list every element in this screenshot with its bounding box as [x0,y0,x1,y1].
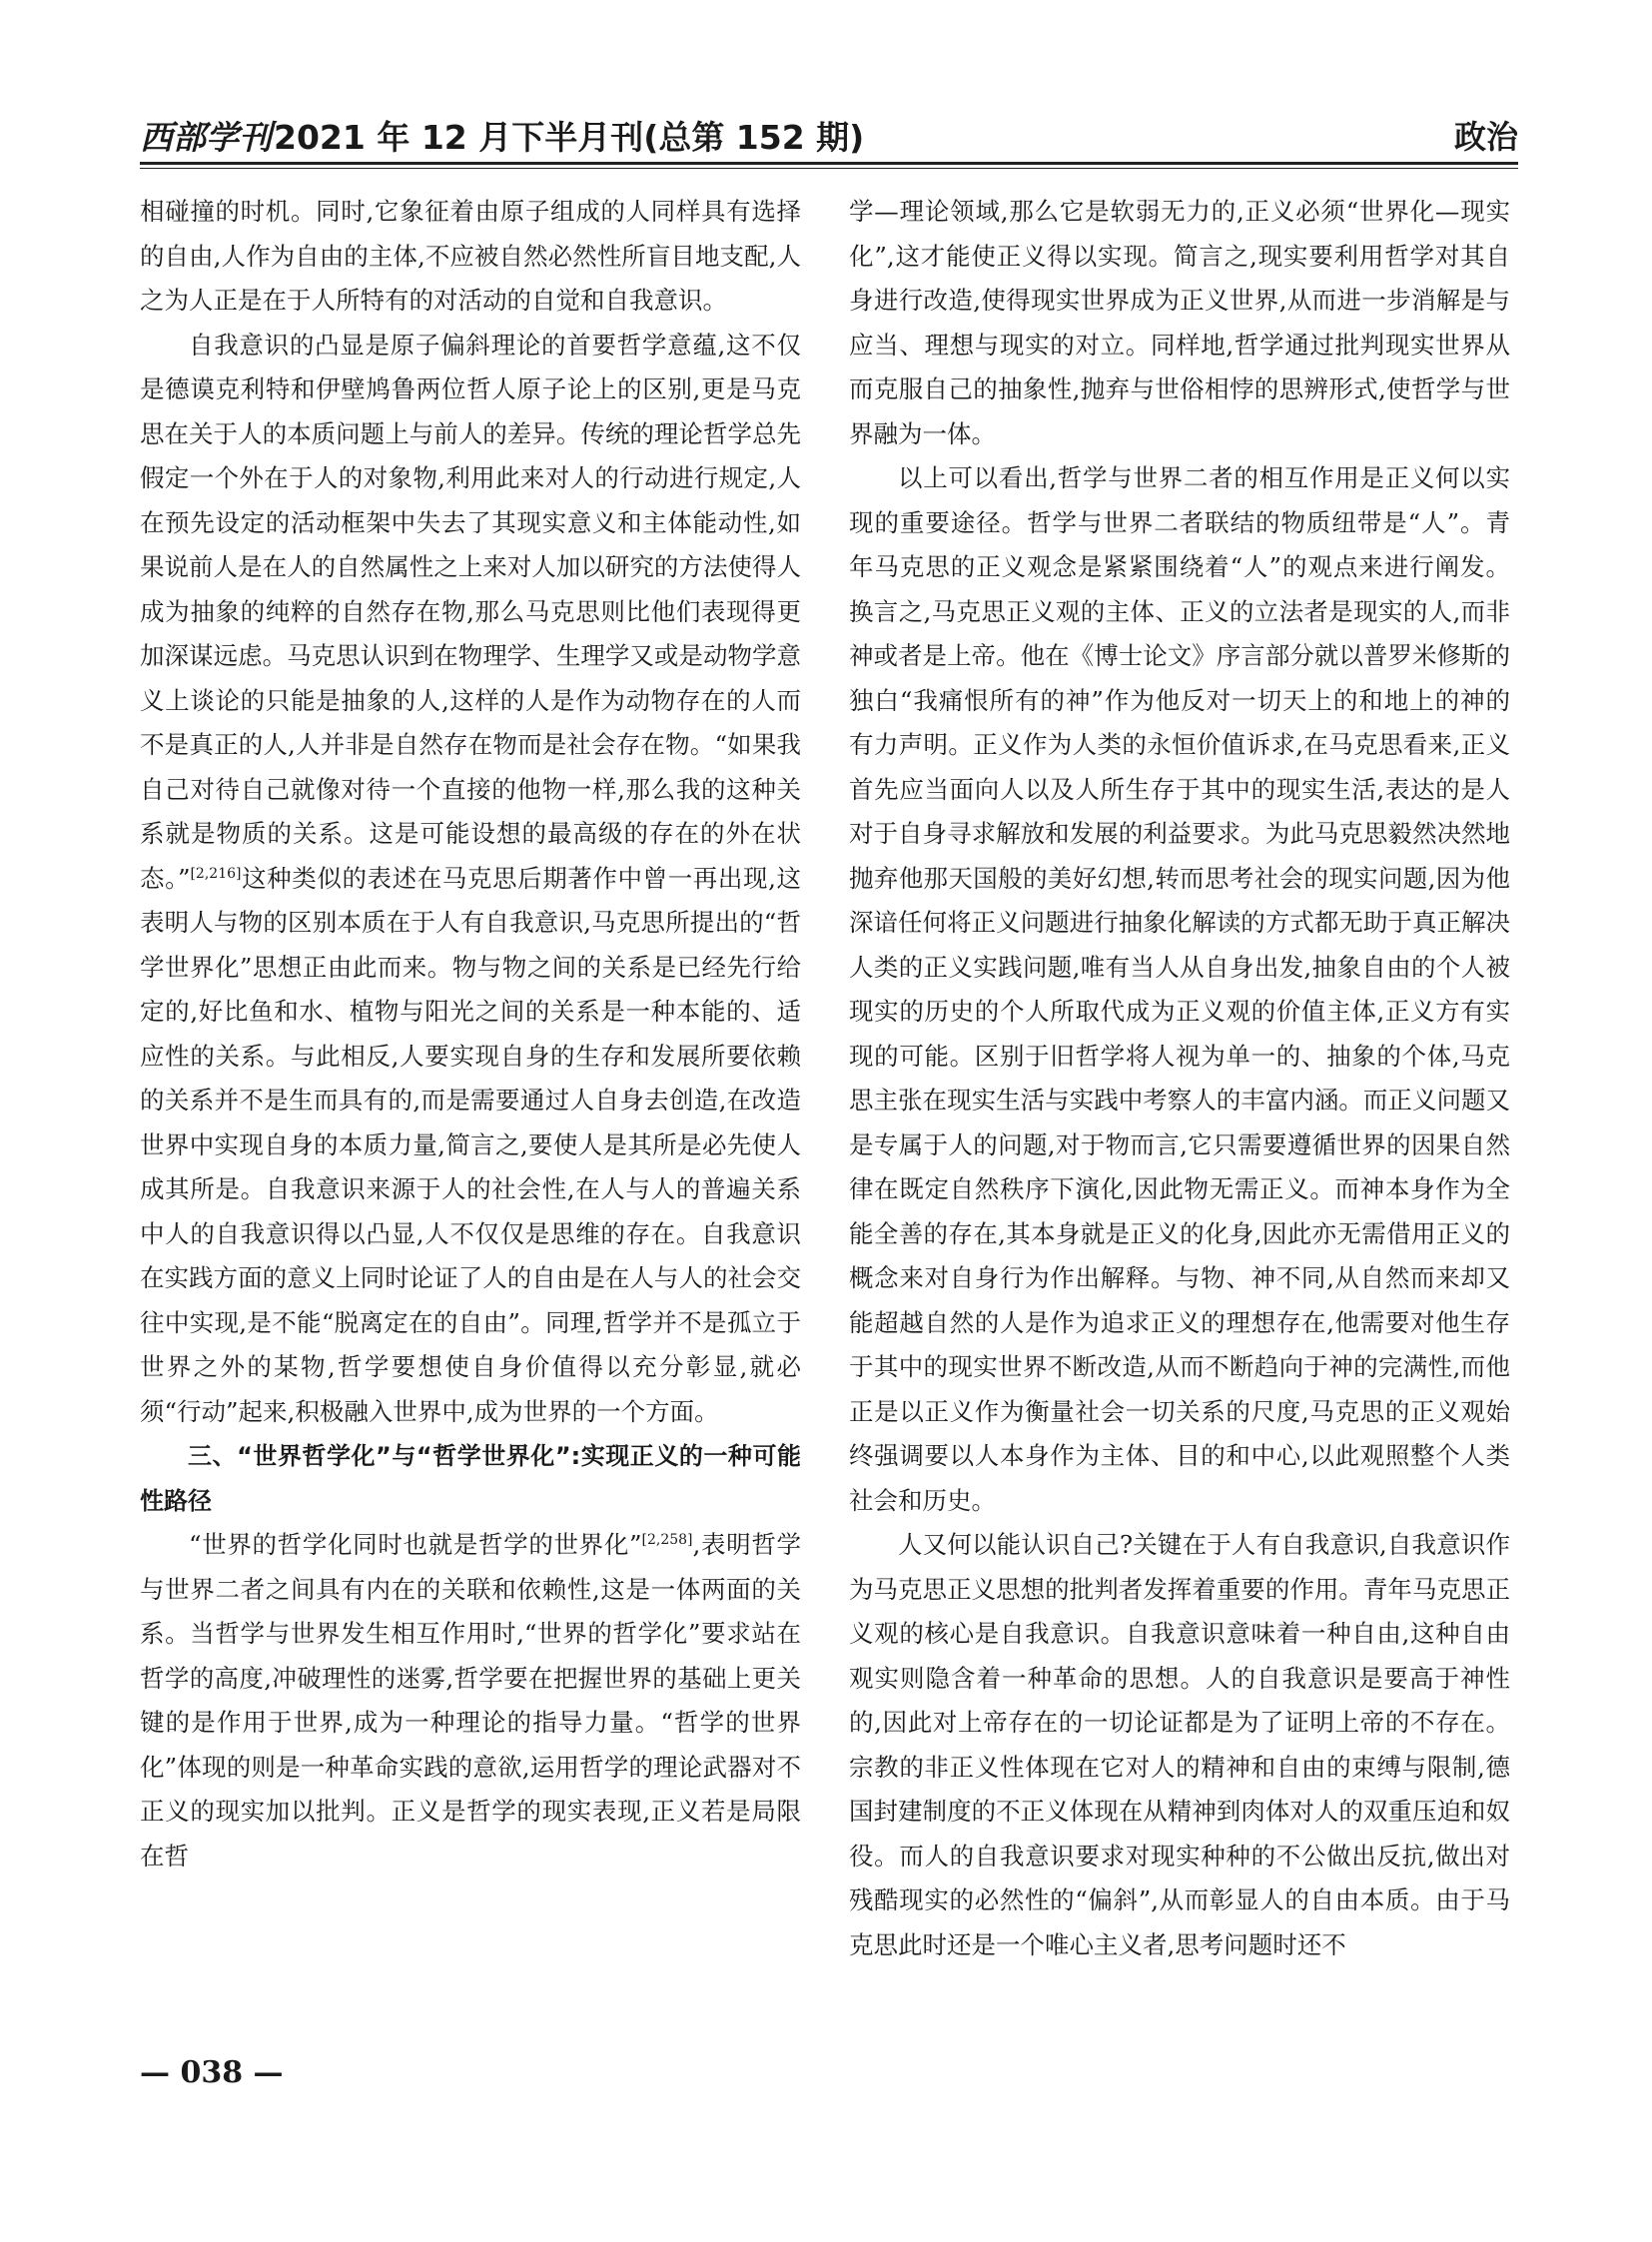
running-header [140,112,1518,160]
issue-info: 2021 年 12 月下半月刊(总第 152 期) [274,118,865,157]
paragraph: 学—理论领域,那么它是软弱无力的,正义必须“世界化—现实化”,这才能使正义得以实现。简言之,现实要利用哲学对其自身进行改造,使得现实世界成为正义世界,从而进一步消解是与应当、理想与现实的对立。同样地,哲学通过批判现实世界从而克服自己的抽象性,抛弃与世俗相悖的思辨形式,使哲学与世界融为一体。 [849,197,1510,448]
paragraph-text: ,表明哲学与世界二者之间具有内在的关联和依赖性,这是一体两面的关系。当哲学与世界发生相互作用时,“世界的哲学化”要求站在哲学的高度,冲破理性的迷雾,哲学要在把握世界的基础上更关键的是作用于世界,成为一种理论的指导力量。“哲学的世界化”体现的则是一种革命实践的意欲,运用哲学的理论武器对不正义的现实加以批判。正义是哲学的现实表现,正义若是局限在哲 [140,1530,801,1870]
right-column [849,190,1510,1967]
citation: [2,258] [641,1531,693,1548]
citation: [2,216] [190,865,242,882]
journal-issue-line [140,112,864,159]
left-column [140,190,801,1878]
paragraph [140,324,801,1435]
paragraph: 人又何以能认识自己?关键在于人有自我意识,自我意识作为马克思正义思想的批判者发挥着重要的作用。青年马克思正义观的核心是自我意识。自我意识意味着一种自由,这种自由观实则隐含着一种革命的思想。人的自我意识是要高于神性的,因此对上帝存在的一切论证都是为了证明上帝的不存在。宗教的非正义性体现在它对人的精神和自由的束缚与限制,德国封建制度的不正义体现在从精神到肉体对人的双重压迫和奴役。而人的自我意识要求对现实种种的不公做出反抗,做出对残酷现实的必然性的“偏斜”,从而彰显人的自由本质。由于马克思此时还是一个唯心主义者,思考问题时还不 [849,1530,1510,1959]
page-number: — 038 — [140,2055,284,2090]
journal-logo: 西部学刊 [140,118,272,157]
section-label: 政治 [1453,118,1518,156]
section-heading: 三、“世界哲学化”与“哲学世界化”:实现正义的一种可能性路径 [140,1442,801,1515]
paragraph: 以上可以看出,哲学与世界二者的相互作用是正义何以实现的重要途径。哲学与世界二者联结的物质纽带是“人”。青年马克思的正义观念是紧紧围绕着“人”的观点来进行阐发。换言之,马克思正义观的主体、正义的立法者是现实的人,而非神或者是上帝。他在《博士论文》序言部分就以普罗米修斯的独白“我痛恨所有的神”作为他反对一切天上的和地上的神的有力声明。正义作为人类的永恒价值诉求,在马克思看来,正义首先应当面向人以及人所生存于其中的现实生活,表达的是人对于自身寻求解放和发展的利益要求。为此马克思毅然决然地抛弃他那天国般的美好幻想,转而思考社会的现实问题,因为他深谙任何将正义问题进行抽象化解读的方式都无助于真正解决人类的正义实践问题,唯有当人从自身出发,抽象自由的个人被现实的历史的个人所取代成为正义观的价值主体,正义方有实现的可能。区别于旧哲学将人视为单一的、抽象的个体,马克思主张在现实生活与实践中考察人的丰富内涵。而正义问题又是专属于人的问题,对于物而言,它只需要遵循世界的因果自然律在既定自然秩序下演化,因此物无需正义。而神本身作为全能全善的存在,其本身就是正义的化身,因此亦无需借用正义的概念来对自身行为作出解释。与物、神不同,从自然而来却又能超越自然的人是作为追求正义的理想存在,他需要对他生存于其中的现实世界不断改造,从而不断趋向于神的完满性,而他正是以正义作为衡量社会一切关系的尺度,马克思的正义观始终强调要以人本身作为主体、目的和中心,以此观照整个人类社会和历史。 [849,463,1510,1515]
paragraph: 相碰撞的时机。同时,它象征着由原子组成的人同样具有选择的自由,人作为自由的主体,不应被自然必然性所盲目地支配,人之为人正是在于人所特有的对活动的自觉和自我意识。 [140,197,801,315]
paragraph-text: 自我意识的凸显是原子偏斜理论的首要哲学意蕴,这不仅是德谟克利特和伊壁鸠鲁两位哲人原子论上的区别,更是马克思在关于人的本质问题上与前人的差异。传统的理论哲学总先假定一个外在于人的对象物,利用此来对人的行动进行规定,人在预先设定的活动框架中失去了其现实意义和主体能动性,如果说前人是在人的自然属性之上来对人加以研究的方法使得人成为抽象的纯粹的自然存在物,那么马克思则比他们表现得更加深谋远虑。马克思认识到在物理学、生理学又或是动物学意义上谈论的只能是抽象的人,这样的人是作为动物存在的人而不是真正的人,人并非是自然存在物而是社会存在物。“如果我自己对待自己就像对待一个直接的他物一样,那么我的这种关系就是物质的关系。这是可能设想的最高级的存在的外在状态。” [140,330,801,893]
paragraph [140,1523,801,1878]
header-rule-thin [140,168,1518,169]
paragraph-text: 这种类似的表述在马克思后期著作中曾一再出现,这表明人与物的区别本质在于人有自我意识,马克思所提出的“哲学世界化”思想正由此而来。物与物之间的关系是已经先行给定的,好比鱼和水、植物与阳光之间的关系是一种本能的、适应性的关系。与此相反,人要实现自身的生存和发展所要依赖的关系并不是生而具有的,而是需要通过人自身去创造,在改造世界中实现自身的本质力量,简言之,要使人是其所是必先使人成其所是。自我意识来源于人的社会性,在人与人的普遍关系中人的自我意识得以凸显,人不仅仅是思维的存在。自我意识在实践方面的意义上同时论证了人的自由是在人与人的社会交往中实现,是不能“脱离定在的自由”。同理,哲学并不是孤立于世界之外的某物,哲学要想使自身价值得以充分彰显,就必须“行动”起来,积极融入世界中,成为世界的一个方面。 [140,863,801,1426]
header-rule [140,162,1518,165]
paragraph-text: “世界的哲学化同时也就是哲学的世界化” [189,1530,642,1559]
